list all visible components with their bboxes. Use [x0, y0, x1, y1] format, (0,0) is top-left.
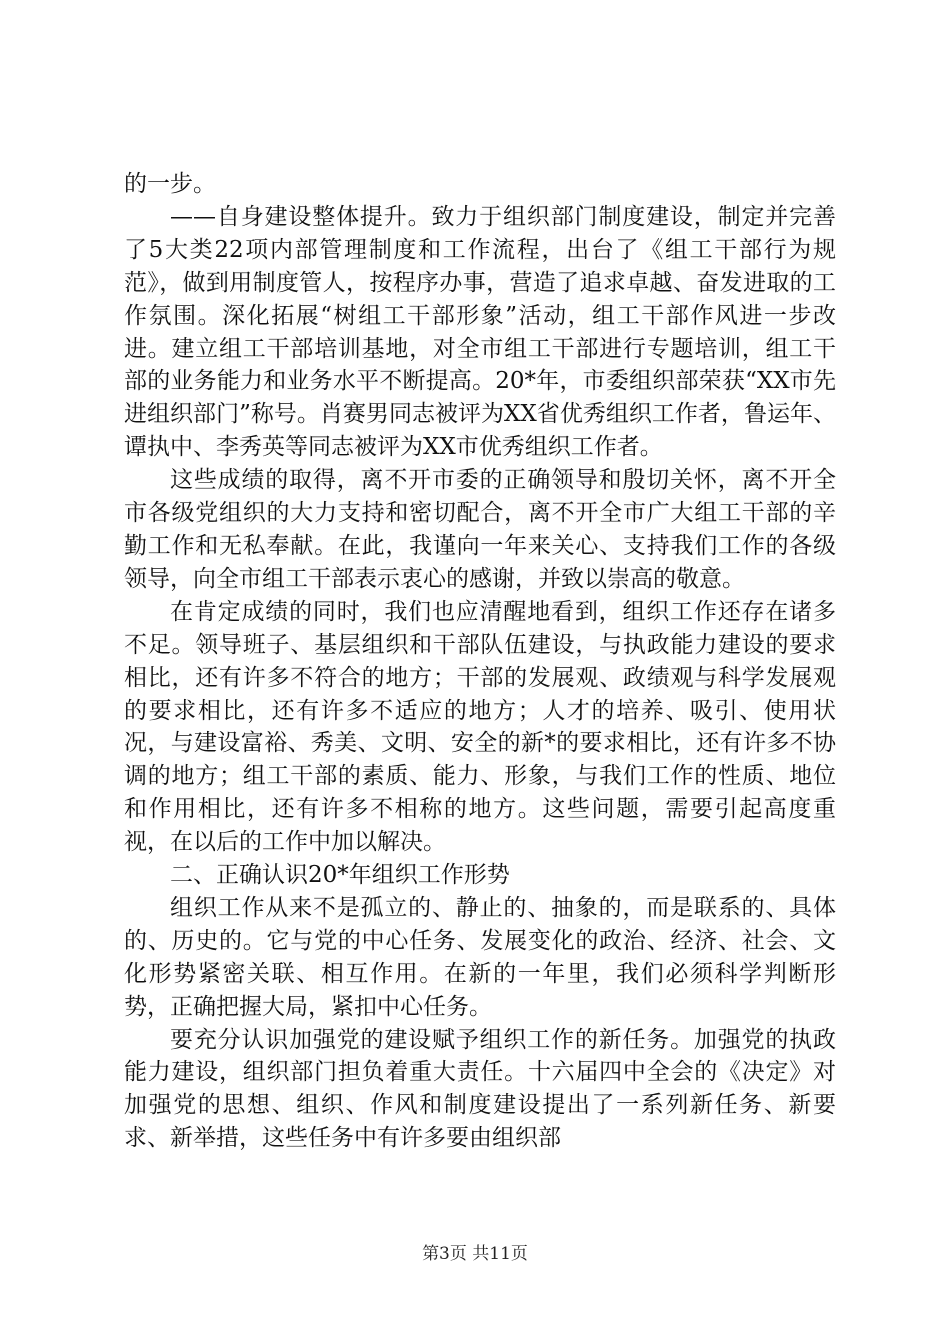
document-body [124, 168, 836, 1155]
paragraph-continuation: 的一步。 [124, 171, 216, 197]
paragraph-situation: 组织工作从来不是孤立的、静止的、抽象的，而是联系的、具体的、历史的。它与党的中心任务、发展变化的政治、经济、社会、文化形势紧密关联、相互作用。在新的一年里，我们必须科学判断形势，正确把握大局，紧扣中心任务。 [124, 894, 836, 1020]
paragraph-shortcomings: 在肯定成绩的同时，我们也应清醒地看到，组织工作还存在诸多不足。领导班子、基层组织和干部队伍建设，与执政能力建设的要求相比，还有许多不符合的地方；干部的发展观、政绩观与科学发展观的要求相比，还有许多不适应的地方；人才的培养、吸引、使用状况，与建设富裕、秀美、文明、安全的新*的要求相比，还有许多不协调的地方；组工干部的素质、能力、形象，与我们工作的性质、地位和作用相比，还有许多不相称的地方。这些问题，需要引起高度重视，在以后的工作中加以解决。 [124, 598, 836, 856]
page-footer: 第3页 共11页 [422, 1244, 528, 1264]
paragraph-new-tasks: 要充分认识加强党的建设赋予组织工作的新任务。加强党的执政能力建设，组织部门担负着重大责任。十六届四中全会的《决定》对加强党的思想、组织、作风和制度建设提出了一系列新任务、新要求、新举措，这些任务中有许多要由组织部 [124, 1026, 836, 1152]
paragraph-acknowledgement: 这些成绩的取得，离不开市委的正确领导和殷切关怀，离不开全市各级党组织的大力支持和密切配合，离不开全市广大组工干部的辛勤工作和无私奉献。在此，我谨向一年来关心、支持我们工作的各级领导，向全市组工干部表示衷心的感谢，并致以崇高的敬意。 [124, 467, 836, 592]
paragraph-self-construction: ——自身建设整体提升。致力于组织部门制度建设，制定并完善了5大类22项内部管理制度和工作流程，出台了《组工干部行为规范》，做到用制度管人，按程序办事，营造了追求卓越、奋发进取的工作氛围。深化拓展“树组工干部形象”活动，组工干部作风进一步改进。建立组工干部培训基地，对全市组工干部进行专题培训，组工干部的业务能力和业务水平不断提高。20*年，市委组织部荣获“XX市先进组织部门”称号。肖赛男同志被评为XX省优秀组织工作者，鲁运年、谭执中、李秀英等同志被评为XX市优秀组织工作者。 [124, 203, 836, 461]
section-heading: 二、正确认识20*年组织工作形势 [170, 862, 510, 889]
